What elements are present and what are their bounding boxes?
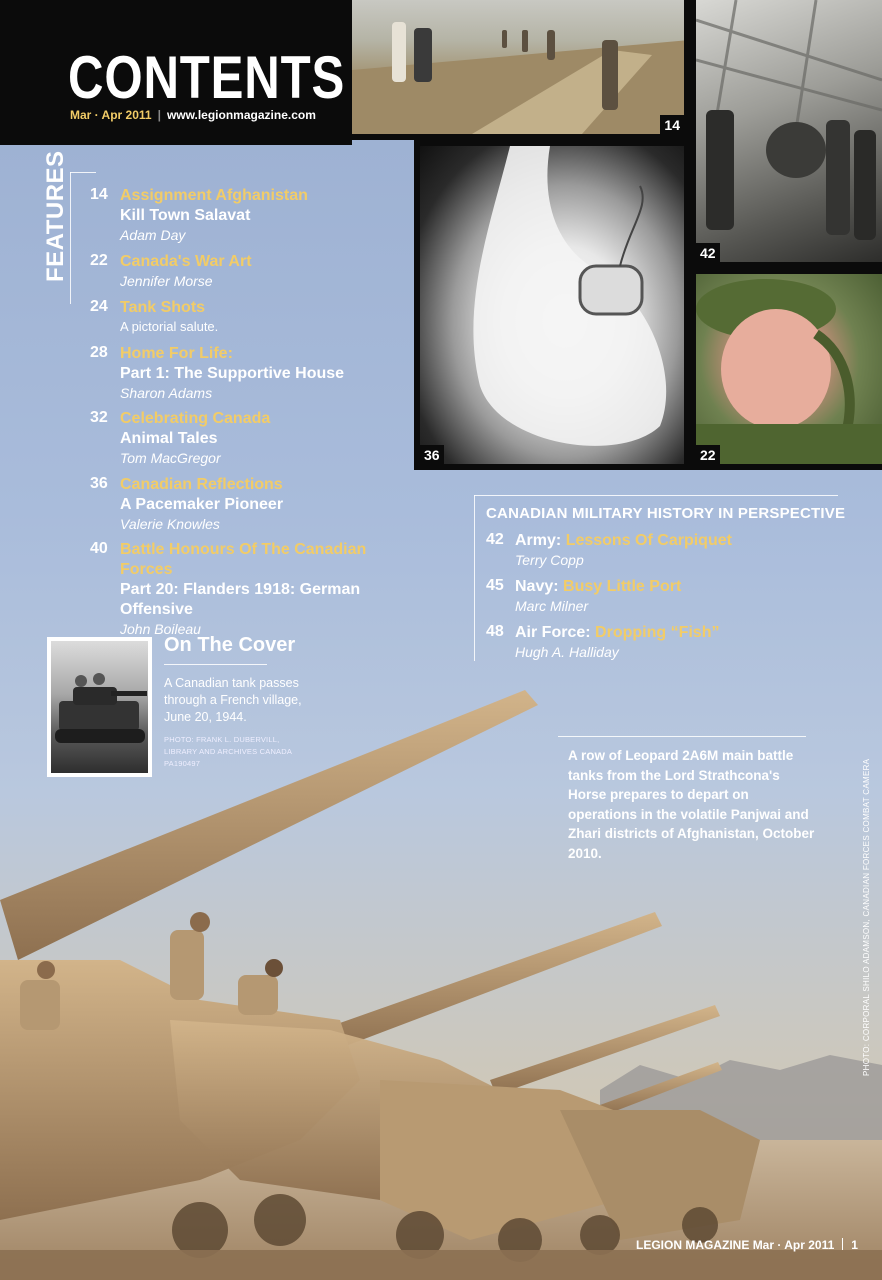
description-rule	[558, 736, 806, 737]
photo-pacemaker-xray[interactable]	[414, 140, 690, 470]
feature-title: Celebrating Canada	[120, 410, 271, 427]
feature-author: Tom MacGregor	[120, 450, 221, 466]
feature-page-number: 32	[90, 409, 108, 426]
history-branch: Navy:	[515, 578, 559, 595]
feature-item[interactable]	[90, 540, 420, 639]
features-label: FEATURES	[42, 150, 69, 282]
website-link[interactable]: www.legionmagazine.com	[166, 108, 316, 122]
xray-illustration	[420, 146, 684, 464]
history-author: Hugh A. Halliday	[515, 644, 619, 660]
footer-issue: Mar · Apr 2011	[752, 1238, 835, 1252]
feature-page-number: 22	[90, 252, 108, 269]
history-page-number: 42	[486, 531, 504, 548]
history-author: Marc Milner	[515, 598, 589, 614]
feature-author: Adam Day	[120, 227, 186, 243]
cover-heading: On The Cover	[164, 634, 296, 656]
history-rule-side	[474, 495, 475, 661]
history-title: Lessons Of Carpiquet	[565, 532, 732, 549]
page-title: CONTENTS	[68, 44, 346, 111]
main-photo-description: A row of Leopard 2A6M main battle tanks from the Lord Strathcona's Horse prepares to depart on operations in the volatile Panjwai and Zhari districts of Afghanistan, October 2010.	[568, 748, 815, 861]
history-page-number: 48	[486, 623, 504, 640]
feature-page-number: 36	[90, 475, 108, 492]
cover-thumbnail[interactable]	[47, 637, 152, 777]
history-title: Dropping “Fish”	[595, 624, 720, 641]
footer-divider	[842, 1238, 843, 1250]
feature-page-number: 24	[90, 298, 108, 315]
feature-description: A pictorial salute.	[120, 319, 219, 334]
cover-photo-credit: PHOTO: FRANK L. DUBERVILL, LIBRARY AND ARCHIVES CANADA PA190497	[164, 735, 292, 768]
feature-subtitle: Part 1: The Supportive House	[120, 365, 345, 382]
history-heading: CANADIAN MILITARY HISTORY IN PERSPECTIVE	[486, 505, 846, 522]
feature-item[interactable]	[90, 186, 420, 245]
feature-title: Tank Shots	[120, 299, 206, 316]
history-branch: Army:	[515, 532, 562, 549]
feature-page-number: 28	[90, 344, 108, 361]
issue-separator: |	[157, 108, 161, 122]
feature-subtitle: Kill Town Salavat	[120, 207, 251, 224]
features-rule-top	[70, 172, 96, 173]
history-item[interactable]	[486, 531, 846, 570]
history-item[interactable]	[486, 623, 846, 662]
feature-title: Home For Life:	[120, 345, 233, 362]
feature-subtitle: A Pacemaker Pioneer	[120, 496, 284, 513]
feature-item[interactable]	[90, 475, 420, 534]
patrol-illustration	[352, 0, 690, 134]
footer-page-number: 1	[851, 1238, 858, 1252]
history-author: Terry Copp	[515, 552, 584, 568]
history-item[interactable]	[486, 577, 846, 616]
feature-title: Canadian Reflections	[120, 476, 283, 493]
cover-tank-image	[51, 641, 148, 773]
history-title: Busy Little Port	[563, 578, 682, 595]
feature-item[interactable]	[90, 298, 420, 336]
feature-title: Assignment Afghanistan	[120, 187, 308, 204]
feature-item[interactable]	[90, 344, 420, 403]
feature-author: Sharon Adams	[120, 385, 213, 401]
feature-title: Canada's War Art	[120, 253, 252, 270]
page-footer	[636, 1238, 858, 1252]
feature-author: Valerie Knowles	[120, 516, 220, 532]
feature-title: Battle Honours Of The Canadian Forces	[120, 541, 367, 578]
history-rule-top	[474, 495, 838, 496]
header-block	[0, 0, 352, 145]
issue-date: Mar · Apr 2011	[70, 108, 152, 122]
feature-author: John Boileau	[120, 621, 201, 637]
main-photo-credit: PHOTO: CORPORAL SHILO ADAMSON, CANADIAN FORCES COMBAT CAMERA	[862, 758, 871, 1076]
cover-rule	[164, 664, 267, 665]
page-badge-42: 42	[696, 243, 720, 262]
feature-author: Jennifer Morse	[120, 273, 213, 289]
page-badge-14: 14	[660, 115, 684, 134]
features-rule	[70, 172, 71, 304]
photo-afghanistan-patrol[interactable]	[352, 0, 690, 140]
feature-page-number: 40	[90, 540, 108, 557]
historic-aircraft-illustration	[696, 0, 882, 262]
footer-magazine: LEGION MAGAZINE	[636, 1238, 750, 1252]
feature-subtitle: Part 20: Flanders 1918: German Offensive	[120, 581, 361, 618]
page-badge-22: 22	[696, 445, 720, 464]
history-branch: Air Force:	[515, 624, 591, 641]
cover-tank-illustration	[51, 641, 148, 773]
feature-item[interactable]	[90, 252, 420, 291]
page-badge-36: 36	[420, 445, 444, 464]
feature-subtitle: Animal Tales	[120, 430, 218, 447]
portrait-illustration	[696, 274, 882, 464]
photo-war-art-portrait[interactable]	[690, 268, 882, 470]
cover-caption: A Canadian tank passes through a French village, June 20, 1944.	[164, 676, 302, 724]
issue-line	[70, 108, 316, 122]
feature-item[interactable]	[90, 409, 420, 468]
feature-page-number: 14	[90, 186, 108, 203]
photo-historic-aircraft[interactable]	[690, 0, 882, 268]
history-page-number: 45	[486, 577, 504, 594]
